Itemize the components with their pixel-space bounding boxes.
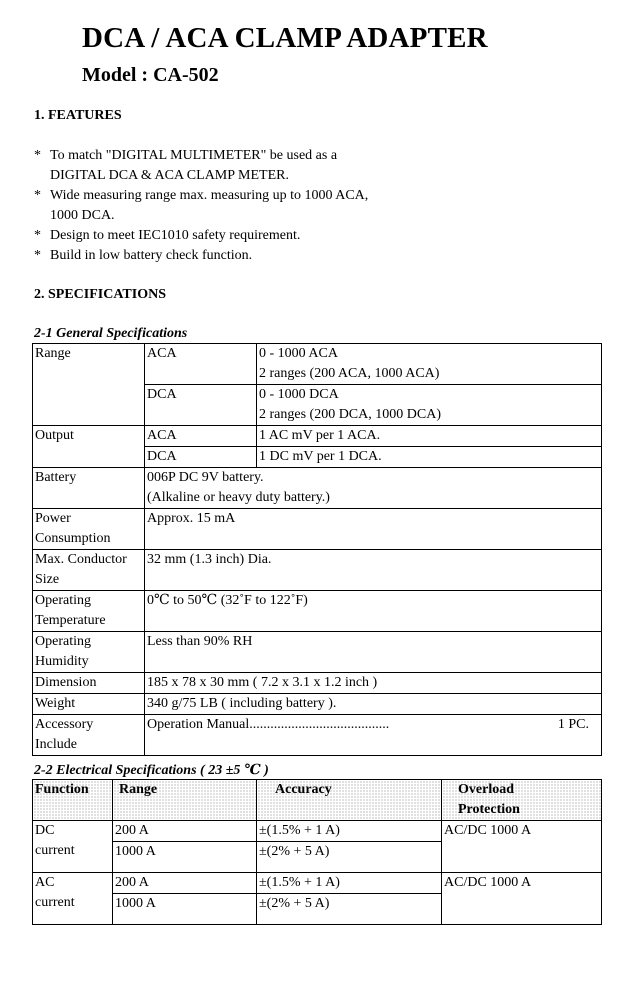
- col-overload-header: [442, 780, 602, 821]
- temperature-value: 0℃ to 50℃ (32˚F to 122˚F): [145, 591, 602, 632]
- battery-value: [145, 468, 602, 509]
- aca-ranges-text: 2 ranges (200 ACA, 1000 ACA): [259, 366, 440, 381]
- range-label: Range: [33, 344, 145, 426]
- overload-header-line: Overload: [458, 782, 514, 797]
- feature-item: [34, 186, 368, 226]
- aca-value: [257, 344, 602, 385]
- dc-accuracy-200: ±(1.5% + 1 A): [257, 821, 442, 842]
- electrical-specs-table: [32, 779, 602, 925]
- overload-header-line: Protection: [458, 802, 520, 817]
- output-dca-value: 1 DC mV per 1 DCA.: [257, 447, 602, 468]
- feature-item: [34, 226, 368, 246]
- power-label-line: Consumption: [35, 531, 111, 546]
- weight-label: Weight: [33, 694, 145, 715]
- dc-current-label: [33, 821, 113, 873]
- table-row: [33, 715, 602, 756]
- table-row: [33, 509, 602, 550]
- col-range-header: Range: [113, 780, 257, 821]
- general-specs-heading: 2-1 General Specifications: [34, 326, 188, 341]
- dca-label: DCA: [145, 385, 257, 426]
- table-row: [33, 468, 602, 509]
- dimension-value: 185 x 78 x 30 mm ( 7.2 x 3.1 x 1.2 inch ): [145, 673, 602, 694]
- feature-line: Build in low battery check function.: [50, 248, 253, 263]
- power-label-line: Power: [35, 511, 71, 526]
- feature-line: 1000 DCA.: [50, 208, 115, 223]
- table-row: [33, 591, 602, 632]
- dc-range-1000: 1000 A: [113, 842, 257, 863]
- feature-item: [34, 146, 368, 186]
- battery-label: Battery: [33, 468, 145, 509]
- humidity-label-line: Operating: [35, 634, 91, 649]
- bullet-star: *: [34, 248, 41, 263]
- ac-range-200: 200 A: [113, 873, 257, 894]
- function-line: current: [35, 895, 75, 910]
- dc-accuracy-1000: ±(2% + 5 A): [257, 842, 442, 863]
- function-line: current: [35, 843, 75, 858]
- dc-range-200: 200 A: [113, 821, 257, 842]
- features-heading: 1. FEATURES: [34, 108, 122, 123]
- accessory-quantity: 1 PC.: [557, 717, 589, 732]
- conductor-label-line: Size: [35, 572, 60, 587]
- temperature-label-line: Temperature: [35, 613, 106, 628]
- electrical-specs-heading: 2-2 Electrical Specifications ( 23 ±5 ℃ ): [34, 763, 269, 778]
- table-row: [33, 550, 602, 591]
- output-dca-label: DCA: [145, 447, 257, 468]
- table-row: [33, 694, 602, 715]
- ac-accuracy-1000: ±(2% + 5 A): [257, 894, 442, 915]
- accessory-label-line: Accessory: [35, 717, 94, 732]
- accessory-item-text: Operation Manual........................................: [147, 717, 390, 732]
- dca-range-text: 0 - 1000 DCA: [259, 387, 339, 402]
- bullet-star: *: [34, 148, 41, 163]
- table-row: [33, 873, 602, 894]
- spacer-cell: [257, 914, 442, 925]
- power-label: [33, 509, 145, 550]
- table-row: [33, 632, 602, 673]
- function-line: DC: [35, 823, 55, 838]
- features-list: [34, 146, 368, 266]
- ac-current-label: [33, 873, 113, 925]
- col-accuracy-header: Accuracy: [257, 780, 442, 821]
- conductor-label-line: Max. Conductor: [35, 552, 127, 567]
- dc-overload: AC/DC 1000 A: [442, 821, 602, 873]
- feature-line: Design to meet IEC1010 safety requirement.: [50, 228, 301, 243]
- feature-line: Wide measuring range max. measuring up to 1000 ACA,: [50, 188, 369, 203]
- temperature-label: [33, 591, 145, 632]
- dimension-label: Dimension: [33, 673, 145, 694]
- output-aca-value: 1 AC mV per 1 ACA.: [257, 426, 602, 447]
- function-line: AC: [35, 875, 55, 890]
- humidity-label-line: Humidity: [35, 654, 89, 669]
- table-row: [33, 673, 602, 694]
- ac-range-1000: 1000 A: [113, 894, 257, 915]
- table-row: [33, 426, 602, 447]
- document-title: DCA / ACA CLAMP ADAPTER: [82, 22, 488, 54]
- aca-range-text: 0 - 1000 ACA: [259, 346, 338, 361]
- dca-value: [257, 385, 602, 426]
- aca-label: ACA: [145, 344, 257, 385]
- bullet-star: *: [34, 188, 41, 203]
- table-row: [33, 821, 602, 842]
- model-number: Model : CA-502: [82, 64, 219, 86]
- table-header-row: [33, 780, 602, 821]
- conductor-value: 32 mm (1.3 inch) Dia.: [145, 550, 602, 591]
- accessory-label-line: Include: [35, 737, 77, 752]
- battery-type-text: 006P DC 9V battery.: [147, 470, 264, 485]
- temperature-label-line: Operating: [35, 593, 91, 608]
- table-row: [33, 344, 602, 385]
- ac-overload: AC/DC 1000 A: [442, 873, 602, 925]
- specifications-heading: 2. SPECIFICATIONS: [34, 287, 166, 302]
- feature-line: DIGITAL DCA & ACA CLAMP METER.: [50, 168, 289, 183]
- spacer-cell: [113, 862, 257, 873]
- bullet-star: *: [34, 228, 41, 243]
- spacer-cell: [257, 862, 442, 873]
- conductor-label: [33, 550, 145, 591]
- accessory-value: [145, 715, 602, 756]
- humidity-label: [33, 632, 145, 673]
- dca-ranges-text: 2 ranges (200 DCA, 1000 DCA): [259, 407, 441, 422]
- output-label: Output: [33, 426, 145, 468]
- general-specs-table: [32, 343, 602, 756]
- battery-note-text: (Alkaline or heavy duty battery.): [147, 490, 330, 505]
- humidity-value: Less than 90% RH: [145, 632, 602, 673]
- accessory-label: [33, 715, 145, 756]
- feature-line: To match "DIGITAL MULTIMETER" be used as a: [50, 148, 338, 163]
- weight-value: 340 g/75 LB ( including battery ).: [145, 694, 602, 715]
- spacer-cell: [113, 914, 257, 925]
- output-aca-label: ACA: [145, 426, 257, 447]
- ac-accuracy-200: ±(1.5% + 1 A): [257, 873, 442, 894]
- power-value: Approx. 15 mA: [145, 509, 602, 550]
- col-function-header: Function: [33, 780, 113, 821]
- feature-item: [34, 246, 368, 266]
